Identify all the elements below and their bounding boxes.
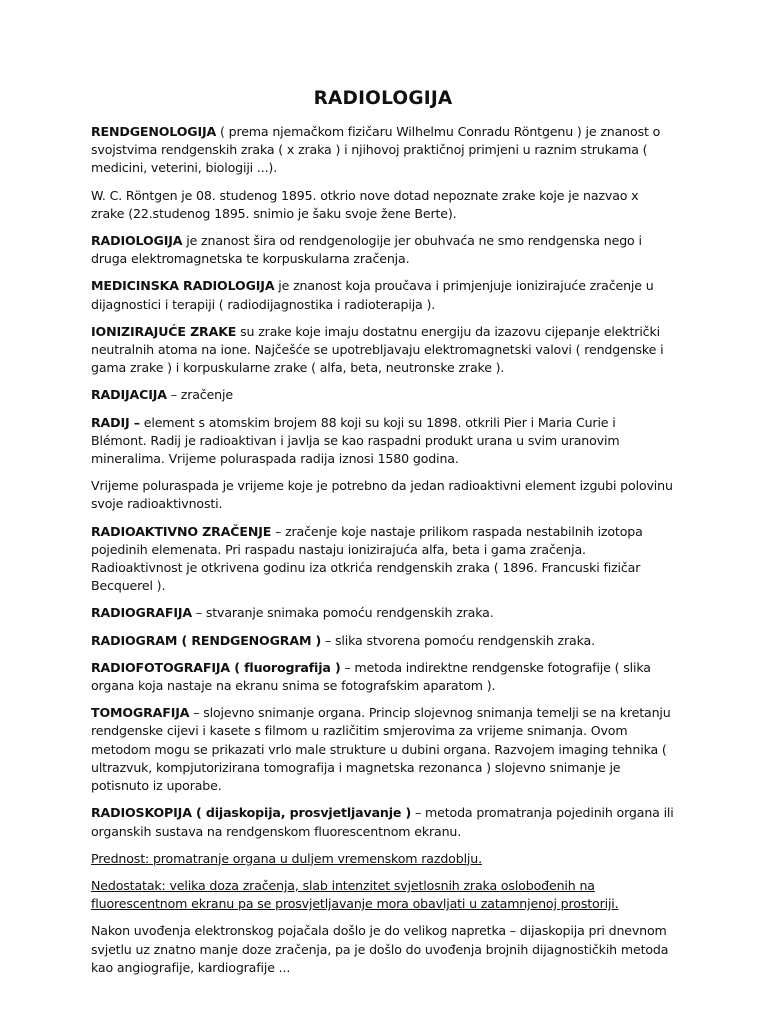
- definition: element s atomskim brojem 88 koji su koji su 1898. otkrili Pier i Maria Curie i Blémont. Radij je radioaktivan i javlja se kao raspadni produkt urana u svim uranovim mineralima. Vrijeme poluraspada radija iznosi 1580 godina.: [91, 414, 620, 467]
- definition: – slojevno snimanje organa. Princip slojevnog snimanja temelji se na kretanju rendgenske cijevi i kasete s filmom u različitim smjerovima za vrijeme snimanja. Ovom metodom mogu se prikazati vrlo male strukture u dubini organa. Razvojem imaging tehnika ( ultrazvuk, kompjutorizirana tomografija i magnetska rezonanca ) slojevno snimanje je potisnuto iz uporabe.: [91, 705, 671, 794]
- term: RADIOSKOPIJA ( dijaskopija, prosvjetljavanje ): [91, 805, 412, 821]
- paragraph-radioskopija: [91, 804, 675, 840]
- paragraph-radiogram: [91, 632, 675, 650]
- definition: je znanost koja proučava i primjenjuje ionizirajuće zračenje u dijagnostici i terapiji ( radiodijagnostika i radioterapija ).: [91, 278, 654, 312]
- term: IONIZIRAJUĆE ZRAKE: [91, 323, 237, 339]
- definition: – zračenje: [166, 387, 233, 403]
- term: RADIOFOTOGRAFIJA ( fluorografija ): [91, 659, 341, 675]
- term: RADIJ –: [91, 414, 140, 430]
- definition: – zračenje koje nastaje prilikom raspada nestabilnih izotopa pojedinih elemenata. Pri raspadu nastaju ionizirajuća alfa, beta i gama zračenja. Radioaktivnost je otkrivena godinu iza otkrića rendgenskih zraka ( 1896. Francuski fizičar Becquerel ).: [91, 523, 643, 594]
- paragraph-radiologija: [91, 232, 675, 268]
- document-page: [91, 88, 675, 986]
- paragraph-radij: [91, 414, 675, 469]
- body-text: Vrijeme poluraspada je vrijeme koje je potrebno da jedan radioaktivni element izgubi polovinu svoje radioaktivnosti.: [91, 478, 673, 512]
- definition: je znanost šira od rendgenologije jer obuhvaća ne smo rendgenska nego i druga elektromagnetska te korpuskularna zračenja.: [91, 233, 642, 267]
- paragraph-radiografija: [91, 604, 675, 622]
- term: TOMOGRAFIJA: [91, 705, 190, 721]
- term: RADIJACIJA: [91, 387, 167, 403]
- paragraph-rontgen-discovery: [91, 187, 675, 223]
- paragraph-closing: Nakon uvođenja elektronskog pojačala došlo je do velikog napretka – dijaskopija pri dnevnom svjetlu uz znatno manje doze zračenja, pa je došlo do uvođenja brojnih dijagnostičkih metoda kao angiografije, kardiografije ...: [91, 923, 669, 975]
- paragraph-radiofotografija: [91, 659, 675, 695]
- paragraph-tomografija: [91, 704, 675, 795]
- term: RADIOAKTIVNO ZRAČENJE: [91, 523, 272, 539]
- definition: – stvaranje snimaka pomoću rendgenskih zraka.: [192, 605, 494, 621]
- definition: – metoda promatranja pojedinih organa ili organskih sustava na rendgenskom fluorescentnom ekranu.: [91, 805, 674, 839]
- paragraph-radioaktivno-zracenje: [91, 523, 675, 596]
- paragraph-advantage: Prednost: promatranje organa u duljem vremenskom razdoblju.: [91, 850, 482, 866]
- paragraph-disadvantage: Nedostatak: velika doza zračenja, slab intenzitet svjetlosnih zraka oslobođenih na fluorescentnom ekranu pa se prosvjetljavanje mora obavljati u zatamnjenoj prostoriji.: [91, 877, 619, 912]
- definition: – metoda indirektne rendgenske fotografije ( slika organa koja nastaje na ekranu snima se fotografskim aparatom ).: [91, 659, 651, 694]
- paragraph-poluraspad: [91, 477, 675, 513]
- paragraph-ionizirajuce-zrake: [91, 323, 675, 378]
- definition: su zrake koje imaju dostatnu energiju da izazovu cijepanje električki neutralnih atoma na ione. Najčešće se upotrebljavaju elektromagnetski valovi ( rendgenske i gama zrake ) i korpuskularne zrake ( alfa, beta, neutronske zrake ).: [91, 323, 664, 376]
- body-text: W. C. Röntgen je 08. studenog 1895. otkrio nove dotad nepoznate zrake koje je nazvao x zrake (22.studenog 1895. snimio je šaku svoje žene Berte).: [91, 187, 639, 221]
- term: RENDGENOLOGIJA: [91, 124, 217, 139]
- definition: – slika stvorena pomoću rendgenskih zraka.: [321, 632, 595, 648]
- term: MEDICINSKA RADIOLOGIJA: [91, 278, 275, 294]
- page-title: RADIOLOGIJA: [313, 88, 453, 109]
- definition: ( prema njemačkom fizičaru Wilhelmu Conradu Röntgenu ) je znanost o svojstvima rendgenskih zraka ( x zraka ) i njihovoj praktičnoj primjeni u raznim strukama ( medicini, veterini, biologiji ...).: [91, 124, 661, 176]
- paragraph-radijacija: [91, 386, 675, 404]
- paragraph-rendgenologija: [91, 123, 675, 178]
- term: RADIOGRAM ( RENDGENOGRAM ): [91, 632, 322, 648]
- paragraph-medicinska-radiologija: [91, 277, 675, 313]
- term: RADIOGRAFIJA: [91, 605, 192, 621]
- term: RADIOLOGIJA: [91, 233, 183, 249]
